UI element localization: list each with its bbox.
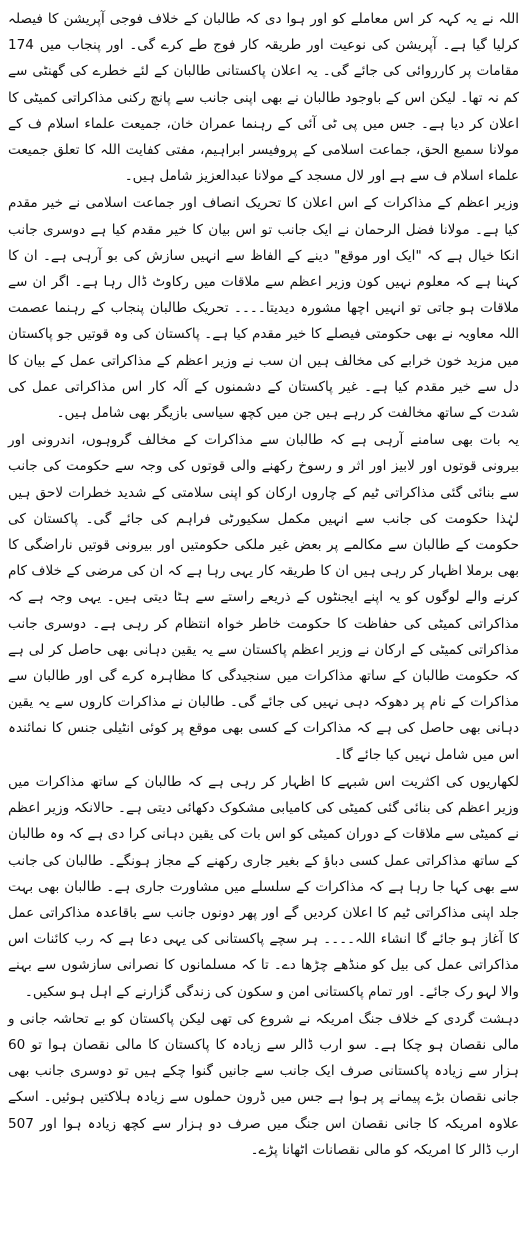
article-paragraph-3: یہ بات بھی سامنے آرہی ہے کہ طالبان سے مذاکرات کے مخالف گروہوں، اندرونی اور بیرونی قوتوں اور لابیز اور اثر و رسوخ رکھنے والی قوتوں کی وجہ سے حکومت کی جانب سے بنائی گئی مذاکراتی ٹیم کے چاروں ارکان کو اپنی سلامتی کے شدید خطرات لاحق ہیں لہٰذا حکومت کی جانب سے انہیں مکمل سکیورٹی فراہم کی جائے گی۔ پاکستان کی حکومت کے طالبان سے مکالمے پر بعض غیر ملکی حکومتیں اور بیرونی قوتیں ناراضگی کا بھی برملا اظہار کر رہی ہیں ان کا طریقہ کار یہی رہا ہے کہ ان کی مرضی کے خلاف کام کرنے والے لوگوں کو یہ اپنے ایجنٹوں کے ذریعے راستے سے ہٹا دیتی ہیں۔ یہی وجہ ہے کہ مذاکراتی کمیٹی کی حفاظت کا حکومت خاطر خواہ انتظام کر رہی ہے۔ دوسری جانب مذاکراتی کمیٹی کے ارکان نے وزیر اعظم پاکستان سے یہ یقین دہانی بھی حاصل کر لی ہے کہ حکومت طالبان کے ساتھ مذاکرات میں سنجیدگی کا مظاہرہ کرے گی اور طالبان سے مذاکرات کے نام پر دھوکہ دہی نہیں کی جائے گی۔ طالبان نے مذاکرات کاروں سے یہ یقین دہانی بھی حاصل کی ہے کہ مذاکرات کے کسی بھی موقع پر کوئی انٹیلی جنس کا نمائندہ اس میں شامل نہیں کیا جائے گا۔ [8, 432, 519, 763]
article-paragraph-5: دہشت گردی کے خلاف جنگ امریکہ نے شروع کی تھی لیکن پاکستان کو بے تحاشہ جانی و مالی نقصان ہو چکا ہے۔ سو ارب ڈالر سے زیادہ کا پاکستان کا مالی نقصان ہوا تو 60 ہزار سے زیادہ پاکستانی صرف ایک جانب سے جانیں گنوا چکے ہیں تو دوسری جانب بھی جانی نقصان بڑے پیمانے پر ہوا ہے جس میں ڈرون حملوں سے زیادہ ہلاکتیں ہوئیں۔ اسکے علاوہ امریکہ کا جانی نقصان اس جنگ میں صرف دو ہزار سے کچھ زیادہ ہوا اور 507 ارب ڈالر کا امریکہ کو مالی نقصانات اٹھانا پڑے۔ [8, 1010, 519, 1158]
article-paragraph-2: وزیر اعظم کے مذاکرات کے اس اعلان کا تحریک انصاف اور جماعت اسلامی نے خیر مقدم کیا ہے۔ مولانا فضل الرحمان نے ایک جانب تو اس بیان کا خیر مقدم کیا ہے دوسری جانب انکا خیال ہے کہ "ایک اور موقع" دینے کے الفاظ سے انہیں سازش کی بو آرہی ہے۔ ان کا کہنا ہے کہ معلوم نہیں کون وزیر اعظم سے ملاقات میں رکاوٹ ڈال رہا ہے۔ اگر ان سے ملاقات ہو جاتی تو انہیں اچھا مشورہ دیدیتا۔۔۔۔ تحریک طالبان پنجاب کے رہنما عصمت اللہ معاویہ نے بھی حکومتی فیصلے کا خیر مقدم کیا ہے۔ پاکستان کی وہ قوتیں جو پاکستان میں مزید خون خرابے کی مخالف ہیں ان سب نے وزیر اعظم کے مذاکراتی عمل کے بیان کا دل سے خیر مقدم کیا ہے۔ غیر پاکستان کے دشمنوں کے آلہ کار اس مذاکراتی عمل کی شدت کے ساتھ مخالفت کر رہے ہیں جن میں کچھ سیاسی بازیگر بھی شامل ہیں۔ [8, 195, 519, 422]
article-paragraph-1: اللہ نے یہ کہہ کر اس معاملے کو اور ہوا دی کہ طالبان کے خلاف فوجی آپریشن کا فیصلہ کرلیا گیا ہے۔ آپریشن کی نوعیت اور طریقہ کار فوج طے کرے گی۔ اور پنجاب میں 174 مقامات پر کارروائی کی جائے گی۔ یہ اعلان پاکستانی طالبان کے لئے خطرے کی گھنٹی سے کم نہ تھا۔ لیکن اس کے باوجود طالبان نے بھی اپنی جانب سے پانچ رکنی مذاکراتی کمیٹی کا اعلان کر دیا ہے۔ جس میں پی ٹی آئی کے رہنما عمران خان، جمیعت علماء اسلام ف کے مولانا سمیع الحق، جماعت اسلامی کے پروفیسر ابراہیم، مفتی کفایت اللہ کا تعلق جمیعت علماء اسلام ف سے ہے اور لال مسجد کے مولانا عبدالعزیز شامل ہیں۔ [8, 11, 519, 185]
article-paragraph-4: لکھاریوں کی اکثریت اس شبہے کا اظہار کر رہی ہے کہ طالبان کے ساتھ مذاکرات میں وزیر اعظم کی بنائی گئی کمیٹی کی کامیابی مشکوک دکھائی دیتی ہے۔ حالانکہ وزیر اعظم نے کمیٹی سے ملاقات کے دوران کمیٹی کو اس بات کی یقین دہانی کرا دی ہے کہ وہ طالبان کے ساتھ مذاکراتی عمل کسی دباؤ کے بغیر جاری رکھنے کے مجاز ہونگے۔ طالبان کی جانب سے بھی کہا جا رہا ہے کہ مذاکرات کے سلسلے میں مشاورت جاری ہے۔ طالبان بھی بہت جلد اپنی مذاکراتی ٹیم کا اعلان کردیں گے اور پھر دونوں جانب سے باقاعدہ مذاکراتی عمل کا آغاز ہو جائے گا انشاء اللہ۔۔۔۔ ہر سچے پاکستانی کی یہی دعا ہے کہ رب کائنات اس مذاکراتی عمل کی بیل کو منڈھے چڑھا دے۔ تا کہ مسلمانوں کا نصرانی سازشوں سے بہنے والا لہو رک جائے۔ اور تمام پاکستانی امن و سکون کی زندگی گزارنے کے اہل ہو سکیں۔ [8, 773, 519, 1000]
